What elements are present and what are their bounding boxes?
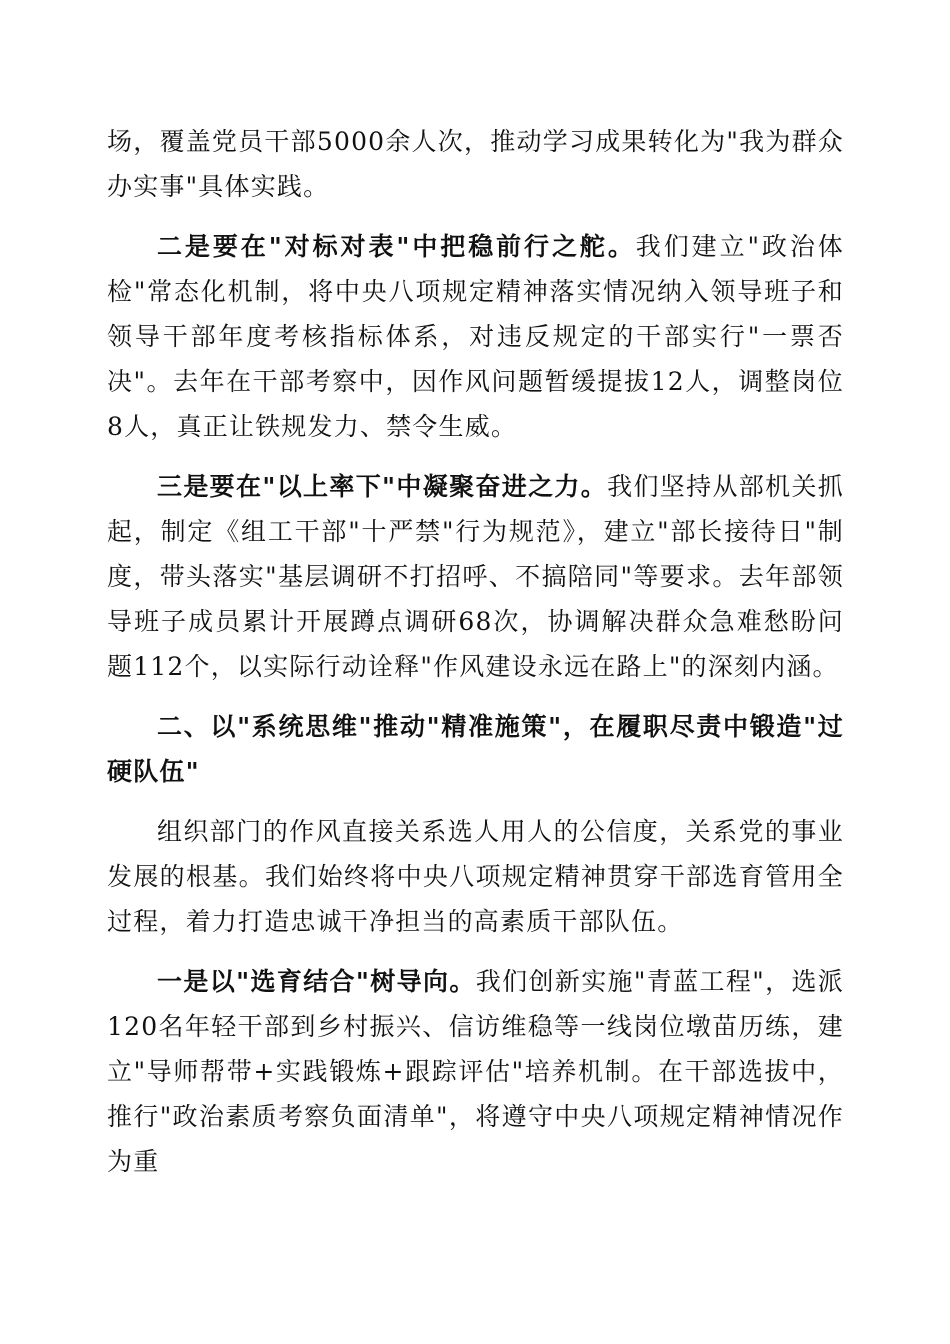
paragraph-first-point xyxy=(107,959,844,1184)
paragraph-lead-bold: 二是要在"对标对表"中把稳前行之舵。 xyxy=(157,232,636,261)
paragraph-text: 我们坚持从部机关抓起，制定《组工干部"十严禁"行为规范》，建立"部长接待日"制度，带头落实"基层调研不打招呼、不搞陪同"等要求。去年部领导班子成员累计开展蹲点调研68次，协调解决群众急难愁盼问题112个，以实际行动诠释"作风建设永远在路上"的深刻内涵。 xyxy=(107,472,844,681)
document-page xyxy=(107,119,844,1184)
paragraph-text: 场，覆盖党员干部5000余人次，推动学习成果转化为"我为群众办实事"具体实践。 xyxy=(107,127,844,201)
section-heading xyxy=(107,704,844,794)
paragraph-third-point xyxy=(107,464,844,689)
paragraph-lead-bold: 三是要在"以上率下"中凝聚奋进之力。 xyxy=(157,472,608,501)
paragraph-continuation xyxy=(107,119,844,209)
paragraph-lead-bold: 一是以"选育结合"树导向。 xyxy=(157,967,476,996)
paragraph-section-intro xyxy=(107,809,844,944)
paragraph-text: 我们建立"政治体检"常态化机制，将中央八项规定精神落实情况纳入领导班子和领导干部年度考核指标体系，对违反规定的干部实行"一票否决"。去年在干部考察中，因作风问题暂缓提拔12人，调整岗位8人，真正让铁规发力、禁令生威。 xyxy=(107,232,844,441)
paragraph-second-point xyxy=(107,224,844,449)
paragraph-text: 组织部门的作风直接关系选人用人的公信度，关系党的事业发展的根基。我们始终将中央八项规定精神贯穿干部选育管用全过程，着力打造忠诚干净担当的高素质干部队伍。 xyxy=(107,817,844,936)
section-heading-text: 二、以"系统思维"推动"精准施策"，在履职尽责中锻造"过硬队伍" xyxy=(107,712,844,786)
paragraph-text: 我们创新实施"青蓝工程"，选派120名年轻干部到乡村振兴、信访维稳等一线岗位墩苗历练，建立"导师帮带+实践锻炼+跟踪评估"培养机制。在干部选拔中，推行"政治素质考察负面清单"，将遵守中央八项规定精神情况作为重 xyxy=(107,967,845,1176)
